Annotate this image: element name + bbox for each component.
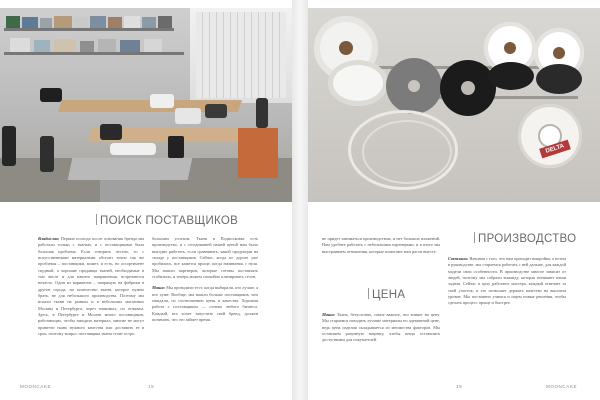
spools-photo — [308, 8, 600, 202]
workshop-photo — [0, 8, 292, 202]
right-column-2 — [448, 256, 566, 374]
left-column-1 — [38, 236, 144, 374]
page-number: 19 — [456, 384, 463, 389]
paragraph: Маша: Ткань, безусловно, самое важное, что влияет на цену. Мы стараемся находить лучшие материалы по адекватной цене, ведь цена изделия складывается из множества факторов. Мы оставляем разумную наценку, чтобы вещи оставались доступными для покупателей. — [322, 312, 440, 343]
paragraph: Маша: Мы проводили тест, когда выбирали, кто лучше, а кто хуже. Вообще, мы нашли больше поставщиков, чем ожидали, по соотношению цены и качества. Хорошая работа с поставщиком — основа любого бизнеса. Каждый, кто хочет запустить свой бренд, должен понимать, что это займет время. — [152, 285, 258, 323]
left-page — [0, 0, 292, 400]
section-heading-suppliers: ПОИСК ПОСТАВЩИКОВ — [96, 214, 238, 227]
left-column-2 — [152, 236, 258, 374]
section-heading-price: ЦЕНА — [368, 288, 405, 301]
spread-gutter — [292, 0, 308, 400]
paragraph: Владислав: Первые полгода после основания бренда мы работали только с тканью, и с поставщиками была большая проблема. Если говорить честно, то с искусственными материалами обстоит точно так же проблемы – поставщики, может, и есть, но ассортимент скудный, а хорошие продавцы тканей, необходимые в том числе и для нашего направления, встречаются нечасто. Один из вариантов – напрямую на фабрики в другие города, но количество ткани, которое нужно брать, не для небольшого производства. Поэтому мы искали ткани на рынках и в небольших магазинах Москвы и Петербурга, через знакомых, по отзывам. Здесь, в Петербурге и Москве много поставщиков, работающих, чтобы заводить материал, многие не могут привезти ткань нужного качества или доставить ее в срок, поэтому вопрос поставщика ткани стоит остро. — [38, 236, 144, 337]
footer-brand: MOONCAKE — [20, 384, 52, 389]
paragraph: не придет заниматься производством, и нет больших вложений. Нам удобнее работать с небольшими партнерами, и в итоге мы выстраиваем отношения, которые помогают нам расти вместе. — [322, 236, 440, 254]
page-number: 18 — [148, 384, 155, 389]
paragraph: большим успехом. Ткани в Подмосковье есть производство, и с сегодняшней нашей ценой нам было выгодно работать, если сравнивать, какой продукции на складе у поставщиков. Сейчас, когда по дороге уже пробились, все кажется проще, когда начинаешь с нуля. Мы нашли партнеров, которые готовы поставлять стабильно, и теперь можем спокойно планировать сезон. — [152, 236, 258, 280]
section-heading-production: ПРОИЗВОДСТВО — [474, 232, 576, 245]
spool-label: DELTA — [539, 140, 571, 159]
right-column-1-bottom — [322, 312, 440, 374]
right-page — [308, 0, 600, 400]
right-column-1-top — [322, 236, 440, 276]
footer-brand: MOONCAKE — [546, 384, 578, 389]
paragraph: Светлана: Начиная с того, что нам приходит выкройка, а потом в руководстве, мы стараемся работать с ней дальше, для каждой модели свои особенности. В производстве многое зависит от людей, поэтому мы собрали команду, которая понимает наши задачи. Сейчас в цеху работают мастера, каждый отвечает за свой участок, и это позволяет держать качество на высоком уровне. Мы постоянно учимся и ищем новые решения, чтобы сделать процесс проще и быстрее. — [448, 256, 566, 306]
